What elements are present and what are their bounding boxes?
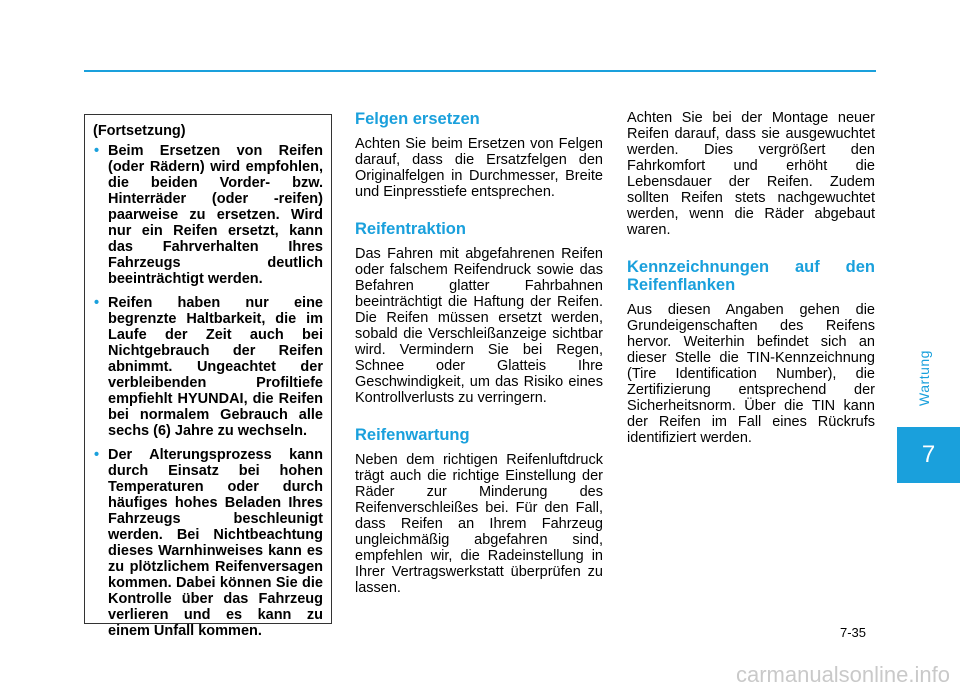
watermark: carmanualsonline.info <box>735 662 950 687</box>
section-body-felgen: Achten Sie beim Ersetzen von Felgen darauf, dass die Ersatzfelgen den Originalfelgen in Durchmesser, Breite und Einpresstiefe entsprechen. <box>355 136 603 200</box>
section-body-wartung: Neben dem richtigen Reifenluftdruck trägt auch die richtige Einstellung der Räder zur Minderung des Reifenverschleißes bei. Für den Fall, dass Reifen an Ihrem Fahrzeug ungleichmäßig abgefahren sind, empfehlen wir, die Radeinstellung in Ihrer Vertragswerkstatt überprüfen zu lassen. <box>355 452 603 596</box>
continued-label: (Fortsetzung) <box>93 123 186 139</box>
warning-item <box>93 143 323 287</box>
warning-text: Reifen haben nur eine begrenzte Haltbarkeit, die im Laufe der Zeit auch bei Nichtgebrauch der Reifen abnimmt. Ungeachtet der verbleibenden Profiltiefe empfiehlt HYUNDAI, die Reifen bei normalem Gebrauch alle sechs (6) Jahre zu wechseln. <box>108 295 323 439</box>
warning-list <box>93 143 323 639</box>
chapter-label: Wartung <box>916 350 932 406</box>
warning-text: Der Alterungsprozess kann durch Einsatz bei hohen Temperaturen oder durch häufiges hohes Beladen Ihres Fahrzeugs beschleunigt werden. Bei Nichtbeachtung dieses Warnhinweises kann es zu plötzlichem Reifenversagen kommen. Dabei können Sie die Kontrolle über das Fahrzeug verlieren und es kann zu einem Unfall kommen. <box>108 447 323 639</box>
bullet-icon: • <box>94 143 100 159</box>
warning-item <box>93 447 323 639</box>
bullet-icon: • <box>94 295 100 311</box>
warning-text: Beim Ersetzen von Reifen (oder Rädern) wird empfohlen, die beiden Vorder- bzw. Hinterräder (oder -reifen) paarweise zu ersetzen. Wird nur ein Reifen ersetzt, kann das Fahrverhalten Ihres Fahrzeugs deutlich beeinträchtigt werden. <box>108 143 323 287</box>
section-body-kennzeichnung: Aus diesen Angaben gehen die Grundeigenschaften des Reifens hervor. Weiterhin befindet sich an dieser Stelle die TIN-Kennzeichnung (Tire Identification Number), die Zertifizierung entsprechend der Sicherheitsnorm. Über die TIN kann der Reifen im Fall eines Rückrufs identifiziert werden. <box>627 302 875 446</box>
warning-box <box>84 114 332 639</box>
warning-item <box>93 295 323 439</box>
section-title-traktion: Reifentraktion <box>355 220 466 238</box>
bullet-icon: • <box>94 447 100 463</box>
section-title-felgen: Felgen ersetzen <box>355 110 480 128</box>
section-body-montage: Achten Sie bei der Montage neuer Reifen darauf, dass sie ausgewuchtet werden. Dies vergrößert den Fahrkomfort und erhöht die Lebensdauer der Reifen. Zudem sollten Reifen stets nachgewuchtet werden, wenn die Räder abgebaut waren. <box>627 110 875 238</box>
section-title-wartung: Reifenwartung <box>355 426 470 444</box>
section-body-traktion: Das Fahren mit abgefahrenen Reifen oder falschem Reifendruck sowie das Befahren glatter Fahrbahnen beeinträchtigt die Haftung der Reifen. Die Reifen müssen ersetzt werden, sobald die Verschleißanzeige sichtbar wird. Vermindern Sie bei Regen, Schnee oder Glatteis Ihre Geschwindigkeit, um das Risiko eines Kontrollverlusts zu verringern. <box>355 246 603 406</box>
middle-column <box>355 110 603 616</box>
right-column <box>627 110 875 466</box>
page-number: 7-35 <box>840 625 867 640</box>
section-title-kennzeichnung: Kennzeichnungen auf den Reifenflanken <box>627 258 875 294</box>
header-rule <box>84 70 876 72</box>
chapter-number-tab: 7 <box>897 427 960 483</box>
